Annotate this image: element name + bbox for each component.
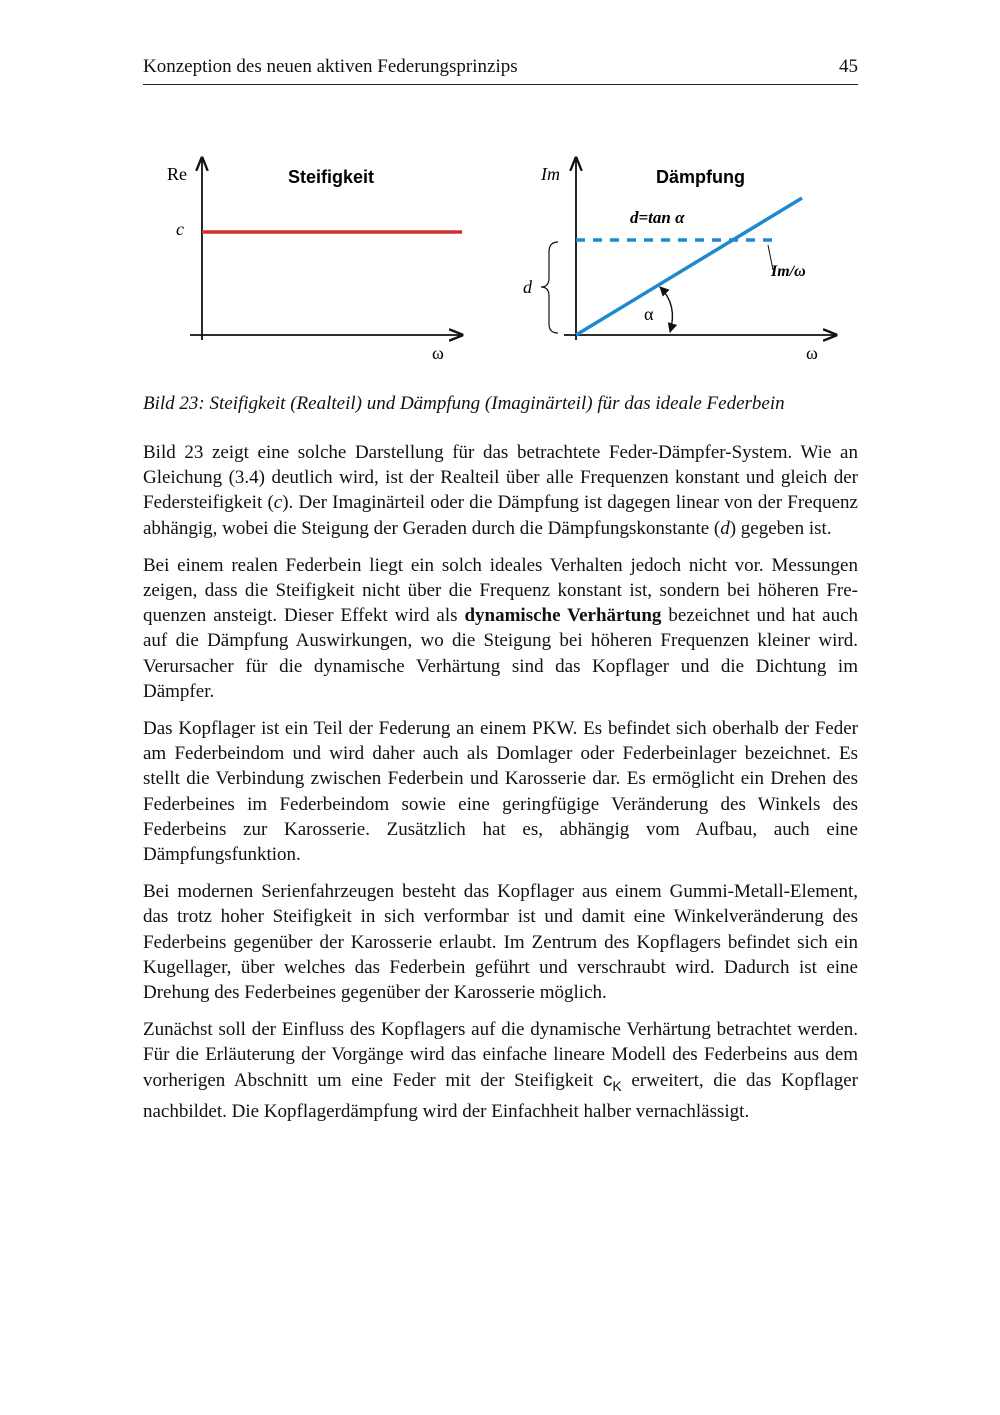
slope-label: d=tan α bbox=[630, 208, 685, 227]
symbol-c: c bbox=[273, 492, 283, 514]
angle-label: α bbox=[644, 304, 654, 324]
paragraph-4: Bei modernen Serienfahrzeugen besteht das Kopflager aus einem Gummi-Metall-Element, das trotz hoher Steifigkeit in sich verformbar ist und damit eine Winkelveränderung des Federbeins gegenüber der Karosserie erlaubt. Im Zentrum des Kopflagers befindet sich ein Kugellager, über welches das Federbein geführt und verschraubt wird. Dadurch ist eine Drehung des Federbeines gegenüber der Karosserie möglich. bbox=[143, 881, 858, 1004]
paragraph-5 bbox=[143, 1017, 858, 1124]
page-header bbox=[143, 56, 858, 85]
paragraph-5-text-b: erweitert, die das Kopflager nachbildet. Die Kopflagerdämpfung wird der Einfachheit halber vernachlässigt. bbox=[143, 1069, 858, 1122]
symbol-d: d bbox=[720, 517, 730, 539]
stiffness-level-label: c bbox=[176, 219, 184, 239]
damping-chart bbox=[523, 158, 836, 363]
paragraph-2-text-b: bezeichnet und hat auch auf die Dämpfung Auswirkungen, wo die Steigung bei höheren Frequenzen kleiner wird. Verursacher für die dynamische Verhärtung sind das Kopflager und die Dichtung im Dämpfer. bbox=[143, 605, 859, 702]
offset-label: d bbox=[523, 277, 532, 297]
paragraph-1-text-a: Bild 23 zeigt eine solche Darstellung für das betrachtete Feder-Dämpfer-System. Wie an Gleichung (3.4) deutlich wird, ist der Realteil über alle Frequenzen konstant und gleich der Federsteifigkeit ( bbox=[143, 442, 858, 514]
page-number: 45 bbox=[839, 56, 858, 77]
paragraph-2-text-a: Bei einem realen Federbein liegt ein solch ideales Verhalten jedoch nicht vor. Messungen zeigen, dass die Steifigkeit nicht über die Frequenz konstant ist, sondern bei höheren Frequenzen ansteigt. Dieser Effekt wird als bbox=[143, 554, 858, 627]
damping-title: Dämpfung bbox=[656, 167, 745, 187]
body-text bbox=[143, 440, 858, 1135]
paragraph-3: Das Kopflager ist ein Teil der Federung an einem PKW. Es befindet sich oberhalb der Feder am Federbeindom und wird daher auch als Domlager oder Federbeinlager bezeichnet. Es stellt die Verbindung zwischen Federbein und Karosserie dar. Es ermöglicht ein Drehen des Federbeines im Federbeindom sowie eine geringfügige Veränderung des Winkels des Federbeins zur Karosserie. Zusätzlich hat es, abhängig vom Aufbau, auch eine Dämpfungsfunktion. bbox=[143, 718, 858, 866]
curve-label: Im/ω bbox=[771, 263, 806, 280]
running-title: Konzeption des neuen aktiven Federungsprinzips bbox=[143, 56, 518, 77]
angle-arc bbox=[660, 287, 672, 332]
stiffness-x-label: ω bbox=[432, 343, 444, 363]
symbol-cK: c bbox=[602, 1069, 613, 1091]
paragraph-1-text-b: ). Der Imaginärteil oder die Dämpfung ist dagegen linear von der Frequenz abhängig, wobei die Steigung der Geraden durch die Dämpfungskonstante ( bbox=[143, 492, 858, 539]
paragraph-1-text-c: ) gegeben ist. bbox=[729, 517, 832, 539]
symbol-cK-subscript: K bbox=[612, 1077, 622, 1094]
damping-line bbox=[576, 198, 802, 335]
paragraph-5-text-a: Zunächst soll der Einfluss des Kopflagers auf die dynamische Verhärtung betrachtet werden. Für die Erläuterung der Vorgänge wird das einfache lineare Modell des Federbeins aus dem vorherigen Abschnitt um eine Feder mit der Steifigkeit bbox=[143, 1019, 858, 1091]
figure-23 bbox=[150, 150, 850, 370]
paragraph-1 bbox=[143, 440, 858, 541]
stiffness-chart bbox=[167, 158, 462, 363]
stiffness-title: Steifigkeit bbox=[288, 167, 375, 187]
stiffness-y-label: Re bbox=[167, 164, 187, 184]
paragraph-2 bbox=[143, 553, 858, 704]
figure-caption: Bild 23: Steifigkeit (Realteil) und Dämpfung (Imaginärteil) für das ideale Federbein bbox=[143, 393, 785, 414]
damping-y-label: Im bbox=[541, 164, 560, 184]
damping-x-label: ω bbox=[806, 343, 818, 363]
term-dynamische-verhaertung: dynamische Verhärtung bbox=[464, 605, 662, 627]
offset-brace bbox=[541, 242, 558, 333]
